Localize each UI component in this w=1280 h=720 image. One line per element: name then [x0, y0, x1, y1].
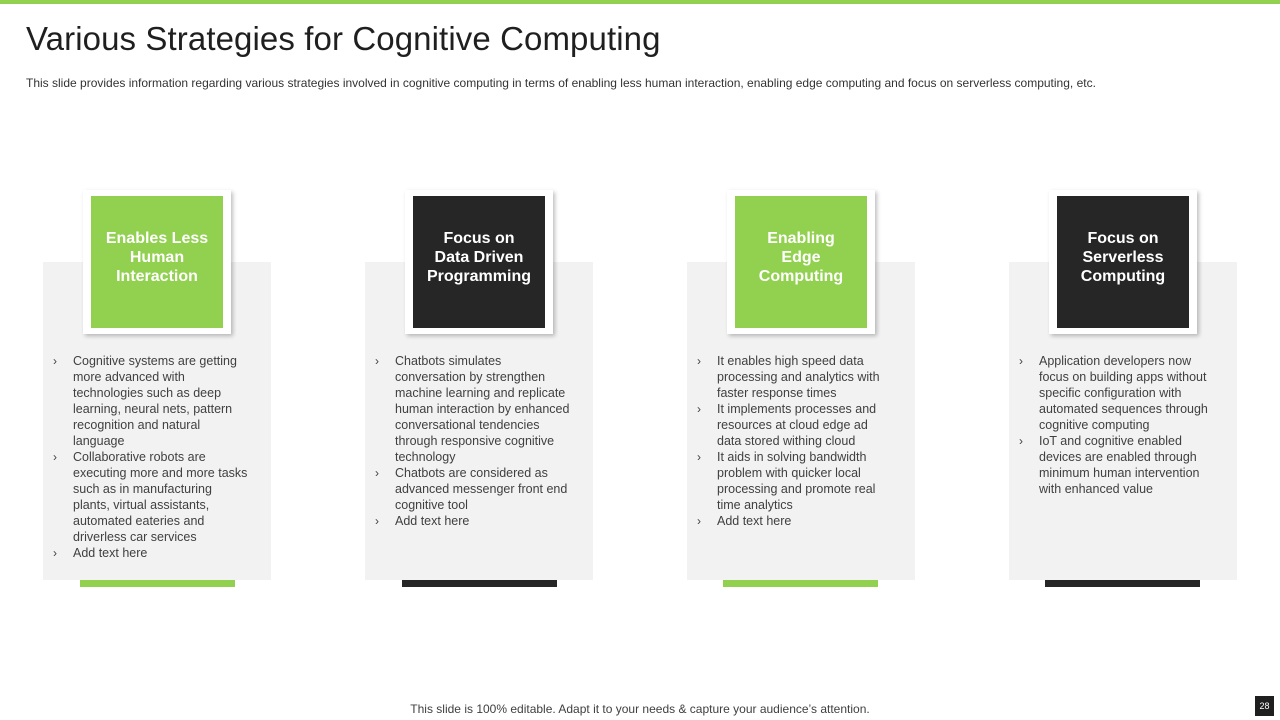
card-2-heading: Focus on Data Driven Programming	[426, 229, 531, 285]
list-item	[375, 465, 581, 513]
bullet-text: Chatbots are considered as advanced messenger front end cognitive tool	[395, 466, 568, 512]
bullet-text: Add text here	[73, 546, 148, 560]
card-3-header-fill	[735, 196, 867, 328]
chevron-right-icon: ›	[1019, 434, 1023, 448]
chevron-right-icon: ›	[1019, 354, 1023, 368]
bullet-text: Application developers now focus on building apps without specific configuration with automated sequences through cognitive computing	[1039, 354, 1208, 432]
top-accent-bar	[0, 0, 1280, 4]
list-item	[53, 449, 259, 545]
card-1-header-fill	[91, 196, 223, 328]
card-4-header-box	[1049, 190, 1197, 334]
chevron-right-icon: ›	[53, 450, 57, 464]
card-1-header-box	[83, 190, 231, 334]
list-item	[1019, 353, 1225, 433]
chevron-right-icon: ›	[375, 466, 379, 480]
bullet-text: IoT and cognitive enabled devices are enabled through minimum human intervention with enhanced value	[1039, 434, 1200, 496]
card-3-accent-bar	[723, 580, 878, 587]
card-3-heading: Enabling Edge Computing	[758, 229, 844, 285]
bullet-text: It implements processes and resources at cloud edge ad data stored withing cloud	[717, 402, 877, 448]
bullet-text: Chatbots simulates conversation by strengthen machine learning and replicate human interaction by enhanced conversational tendencies through responsive cognitive technology	[395, 354, 570, 464]
chevron-right-icon: ›	[53, 546, 57, 560]
slide-subtitle: This slide provides information regarding various strategies involved in cognitive computing in terms of enabling less human interaction, enabling edge computing and focus on serverless computing, etc.	[26, 76, 1096, 90]
card-2-header-box	[405, 190, 553, 334]
slide-footer-note: This slide is 100% editable. Adapt it to your needs & capture your audience’s attention.	[410, 702, 870, 716]
list-item	[53, 353, 259, 449]
card-2-header-fill	[413, 196, 545, 328]
card-2-bullet-list	[375, 353, 581, 529]
bullet-text: It enables high speed data processing and analytics with faster response times	[717, 354, 880, 400]
chevron-right-icon: ›	[697, 354, 701, 368]
card-3-bullet-list	[697, 353, 903, 529]
chevron-right-icon: ›	[375, 514, 379, 528]
bullet-text: Collaborative robots are executing more and more tasks such as in manufacturing plants, virtual assistants, automated eateries and driverless car services	[73, 450, 248, 544]
card-4-bullet-list	[1019, 353, 1225, 497]
card-1-bullet-list	[53, 353, 259, 561]
card-2-accent-bar	[402, 580, 557, 587]
list-item	[697, 513, 903, 529]
list-item	[1019, 433, 1225, 497]
list-item	[53, 545, 259, 561]
list-item	[375, 353, 581, 465]
chevron-right-icon: ›	[375, 354, 379, 368]
list-item	[697, 401, 903, 449]
bullet-text: It aids in solving bandwidth problem with quicker local processing and promote real time analytics	[717, 450, 876, 512]
list-item	[375, 513, 581, 529]
card-4-header-fill	[1057, 196, 1189, 328]
page-number-badge: 28	[1255, 696, 1274, 716]
card-1-heading: Enables Less Human Interaction	[105, 229, 209, 285]
card-3-header-box	[727, 190, 875, 334]
chevron-right-icon: ›	[697, 402, 701, 416]
list-item	[697, 353, 903, 401]
chevron-right-icon: ›	[697, 450, 701, 464]
slide-title: Various Strategies for Cognitive Computing	[26, 20, 661, 57]
bullet-text: Add text here	[395, 514, 470, 528]
bullet-text: Add text here	[717, 514, 792, 528]
list-item	[697, 449, 903, 513]
chevron-right-icon: ›	[53, 354, 57, 368]
card-4-heading: Focus on Serverless Computing	[1080, 229, 1166, 285]
card-4-accent-bar	[1045, 580, 1200, 587]
card-1-accent-bar	[80, 580, 235, 587]
bullet-text: Cognitive systems are getting more advanced with technologies such as deep learning, neural nets, pattern recognition and natural language	[73, 354, 237, 448]
chevron-right-icon: ›	[697, 514, 701, 528]
